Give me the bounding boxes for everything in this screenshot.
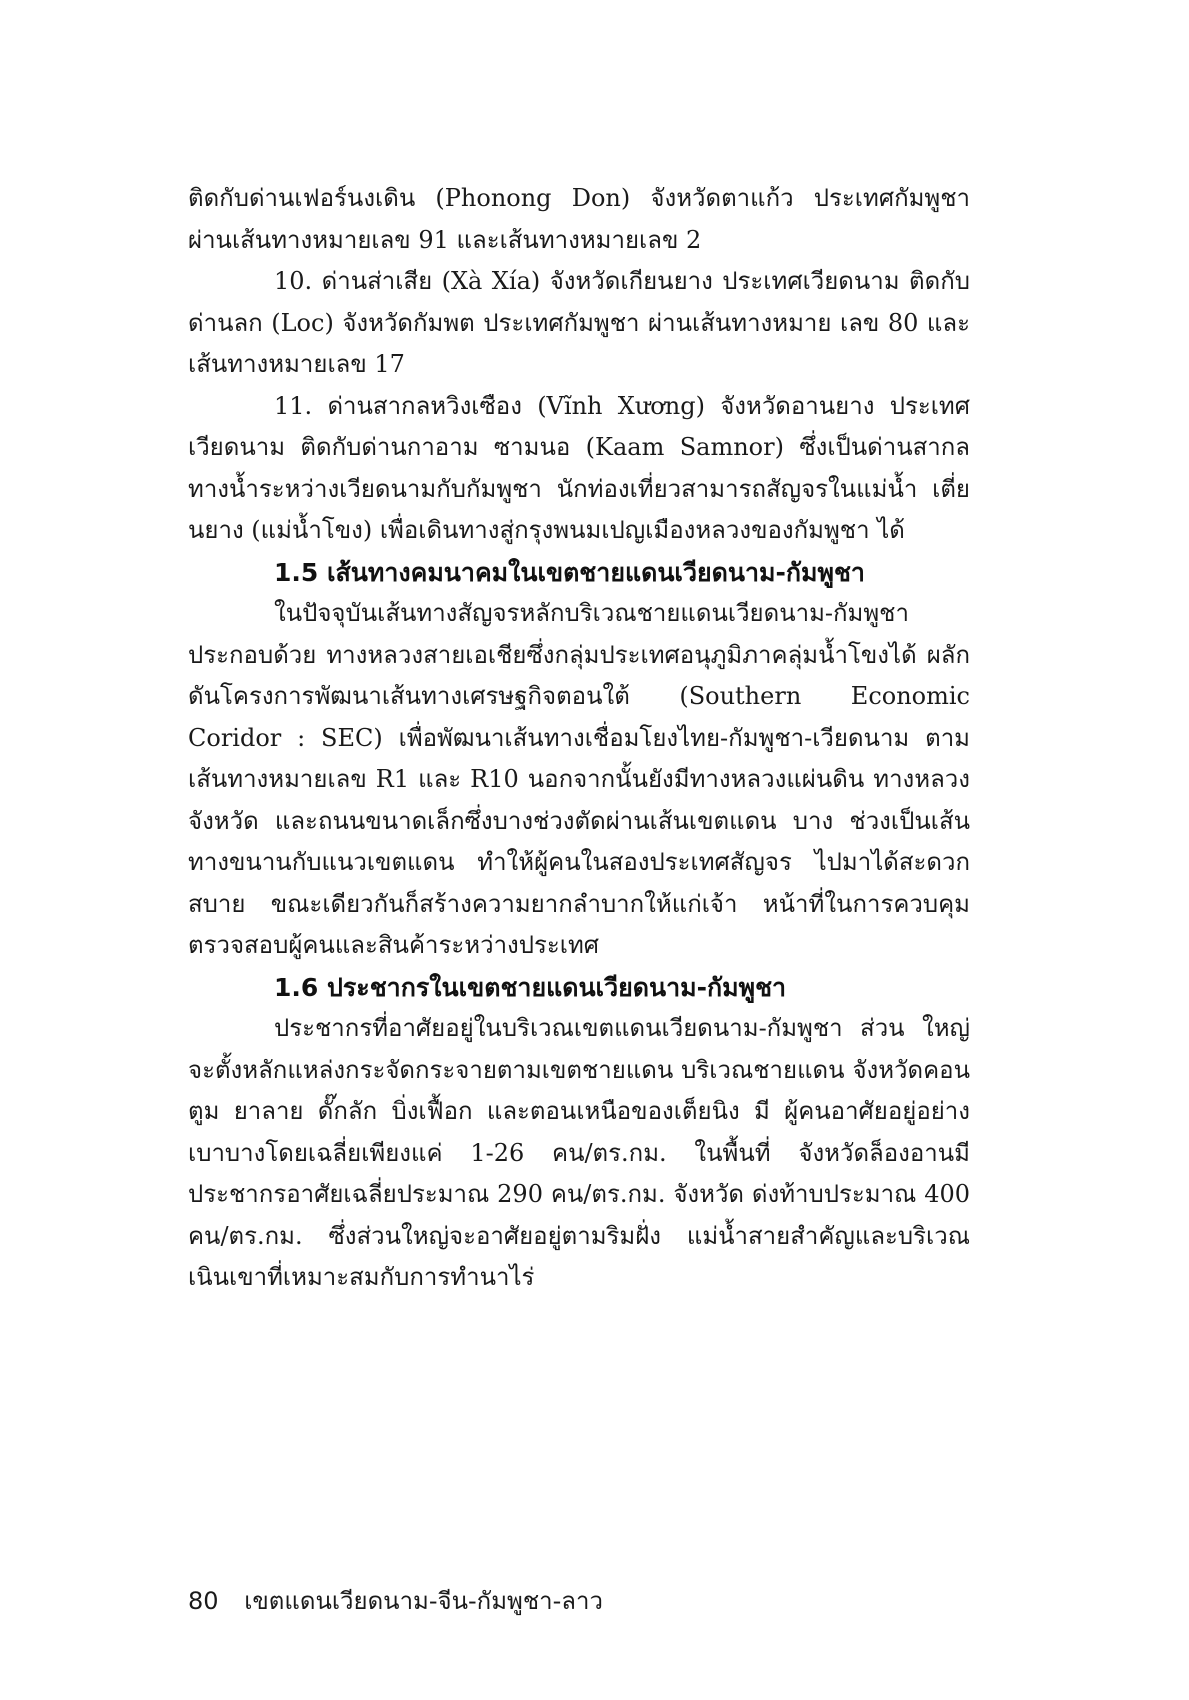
page-footer xyxy=(188,1584,970,1618)
section-heading-transport-routes: 1.5 เส้นทางคมนาคมในเขตชายแดนเวียดนาม-กัมพูชา xyxy=(274,557,865,587)
body-paragraph-vinh-xuong: 11. ด่านสากลหวิงเซือง (Vĩnh Xương) จังหวัดอานยาง ประเทศ เวียดนาม ติดกับด่านกาอาม ซามนอ (Kaam Samnor) ซึ่งเป็นด่านสากล ทางน้ำระหว่างเวียดนามกับกัมพูชา นักท่องเที่ยวสามารถสัญจรในแม่น้ำ เตี่ยนยาง (แม่น้ำโขง) เพื่อเดินทางสู่กรุงพนมเปญเมืองหลวงของกัมพูชา ได้ xyxy=(188,391,970,544)
body-paragraph-xa-xia: 10. ด่านส่าเสีย (Xà Xía) จังหวัดเกียนยาง ประเทศเวียดนาม ติดกับด่านลก (Loc) จังหวัดกัมพต ประเทศกัมพูชา ผ่านเส้นทางหมาย เลข 80 และเส้นทางหมายเลข 17 xyxy=(188,267,970,378)
page-number: 80 xyxy=(188,1587,219,1615)
section-paragraph-population: ประชากรที่อาศัยอยู่ในบริเวณเขตแดนเวียดนาม-กัมพูชา ส่วน ใหญ่จะตั้งหลักแหล่งกระจัดกระจายตามเขตชายแดน บริเวณชายแดน จังหวัดคอนตูม ยาลาย ดั๊กลัก บิ่งเฟื้อก และตอนเหนือของเต็ยนิง มี ผู้คนอาศัยอยู่อย่างเบาบางโดยเฉลี่ยเพียงแค่ 1-26 คน/ตร.กม. ในพื้นที่ จังหวัดล็องอานมีประชากรอาศัยเฉลี่ยประมาณ 290 คน/ตร.กม. จังหวัด ด่งท้าบประมาณ 400 คน/ตร.กม. ซึ่งส่วนใหญ่จะอาศัยอยู่ตามริมฝั่ง แม่น้ำสายสำคัญและบริเวณเนินเขาที่เหมาะสมกับการทำนาไร่ xyxy=(188,1014,970,1291)
body-paragraph-phonong-don: ติดกับด่านเฟอร์นงเดิน (Phonong Don) จังหวัดตาแก้ว ประเทศกัมพูชา ผ่านเส้นทางหมายเลข 91 และเส้นทางหมายเลข 2 xyxy=(188,184,970,254)
section-heading-population: 1.6 ประชากรในเขตชายแดนเวียดนาม-กัมพูชา xyxy=(274,972,787,1002)
running-book-title: เขตแดนเวียดนาม-จีน-กัมพูชา-ลาว xyxy=(244,1587,603,1615)
page-content xyxy=(188,178,970,1618)
section-paragraph-transport-routes: ในปัจจุบันเส้นทางสัญจรหลักบริเวณชายแดนเวียดนาม-กัมพูชา ประกอบด้วย ทางหลวงสายเอเชียซึ่งกลุ่มประเทศอนุภูมิภาคลุ่มน้ำโขงได้ ผลักดันโครงการพัฒนาเส้นทางเศรษฐกิจตอนใต้ (Southern Economic Coridor : SEC) เพื่อพัฒนาเส้นทางเชื่อมโยงไทย-กัมพูชา-เวียดนาม ตามเส้นทางหมายเลข R1 และ R10 นอกจากนั้นยังมีทางหลวงแผ่นดิน ทางหลวงจังหวัด และถนนขนาดเล็กซึ่งบางช่วงตัดผ่านเส้นเขตแดน บาง ช่วงเป็นเส้นทางขนานกับแนวเขตแดน ทำให้ผู้คนในสองประเทศสัญจร ไปมาได้สะดวกสบาย ขณะเดียวกันก็สร้างความยากลำบากให้แก่เจ้า หน้าที่ในการควบคุม ตรวจสอบผู้คนและสินค้าระหว่างประเทศ xyxy=(188,599,970,959)
